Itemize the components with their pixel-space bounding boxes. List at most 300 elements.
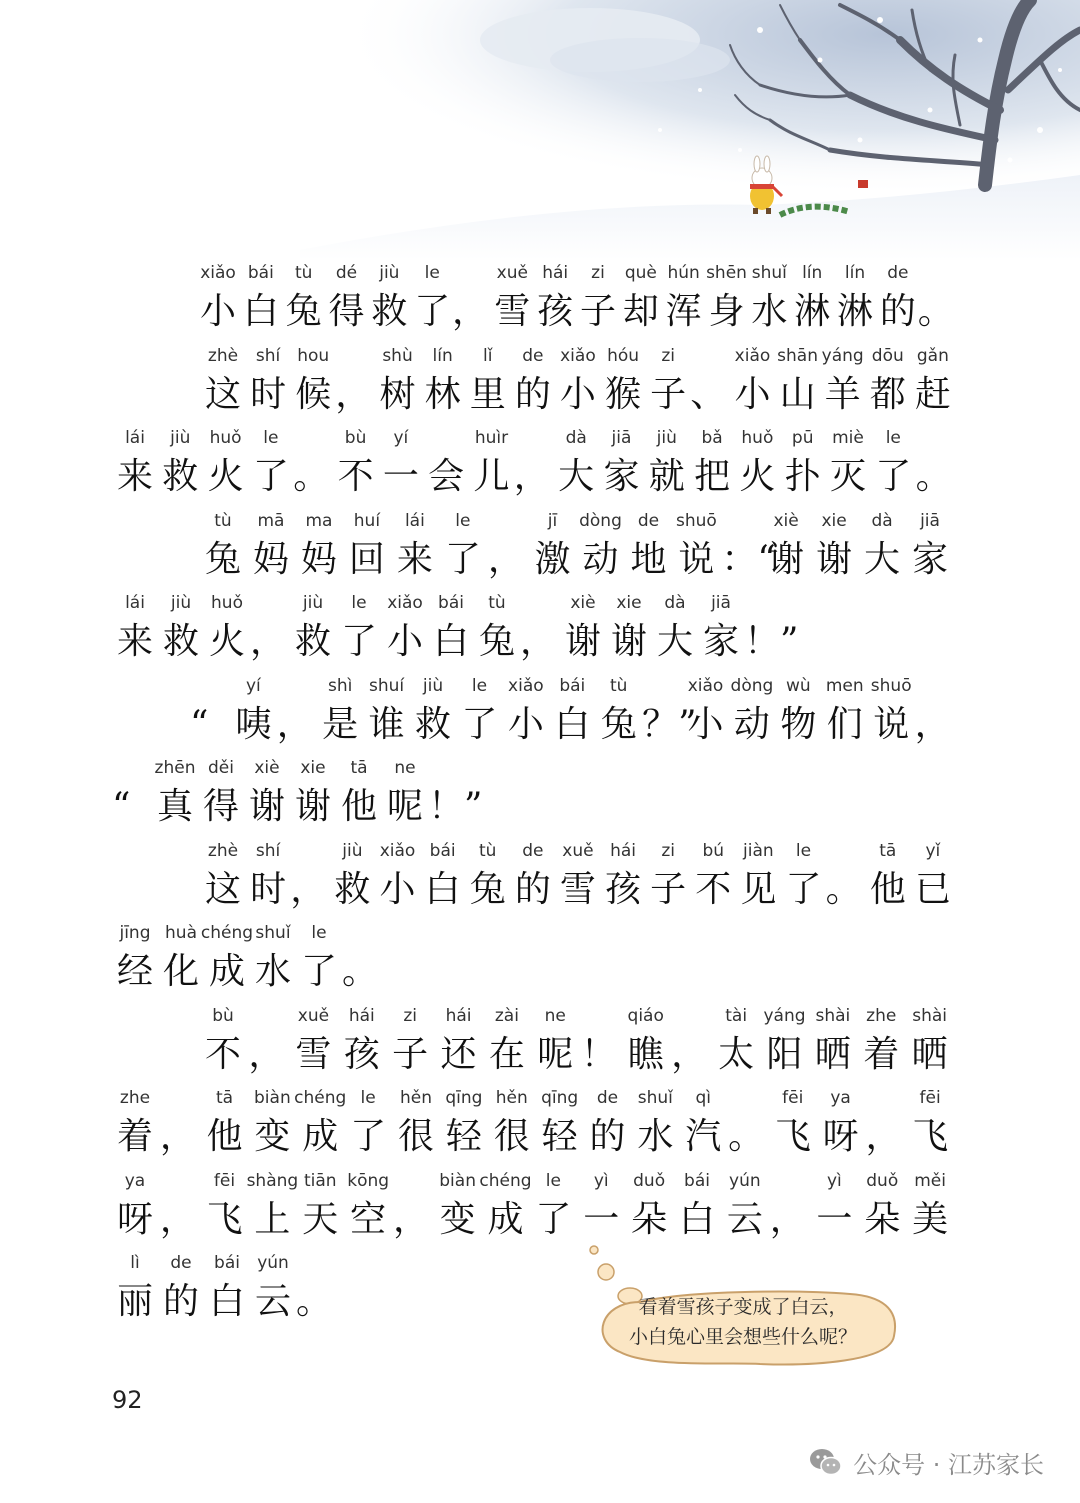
- hanzi: 见: [740, 869, 777, 910]
- hanzi-with-pinyin: [865, 838, 911, 918]
- pinyin: jiàn: [743, 841, 774, 861]
- pinyin: dà: [664, 593, 686, 613]
- hanzi: 成: [302, 1116, 339, 1157]
- hanzi: 把: [694, 456, 731, 497]
- hanzi: 。: [342, 951, 379, 992]
- hanzi-with-pinyin: [469, 425, 515, 505]
- pinyin: huǒ: [741, 428, 774, 448]
- hanzi: ，: [865, 1116, 902, 1157]
- punctuation: [581, 1003, 621, 1083]
- punctuation: [452, 260, 492, 340]
- hanzi: ，: [250, 621, 287, 662]
- hanzi: 了: [875, 456, 912, 497]
- hanzi: 很: [493, 1116, 530, 1157]
- pinyin: xiè: [254, 758, 280, 778]
- pinyin: bái: [247, 263, 274, 283]
- punctuation: [393, 1168, 433, 1248]
- pinyin: shù: [382, 346, 413, 366]
- pinyin: hái: [610, 841, 636, 861]
- pinyin: jiù: [342, 841, 363, 861]
- hanzi: 呢: [386, 786, 423, 827]
- punctuation: [520, 590, 560, 670]
- pinyin: hún: [667, 263, 700, 283]
- pinyin: dé: [335, 263, 358, 283]
- pinyin: yún: [729, 1171, 761, 1191]
- hanzi-with-pinyin: [907, 1168, 953, 1248]
- hanzi-with-pinyin: [510, 343, 556, 423]
- pinyin: yáng: [821, 346, 864, 366]
- text-line: [0, 590, 1080, 670]
- pinyin: xiǎo: [560, 346, 596, 366]
- hanzi-with-pinyin: [435, 1168, 481, 1248]
- hanzi-with-pinyin: [250, 920, 296, 1000]
- hanzi: 儿: [473, 456, 510, 497]
- text-line: [0, 755, 1080, 835]
- punctuation: [160, 1085, 200, 1165]
- hanzi: 他: [869, 869, 906, 910]
- pinyin: le: [885, 428, 901, 448]
- pinyin: xiǎo: [200, 263, 236, 283]
- hanzi: 救: [371, 291, 408, 332]
- hanzi-with-pinyin: [623, 1003, 669, 1083]
- hanzi: 妈: [252, 539, 289, 580]
- pinyin: xiǎo: [508, 676, 544, 696]
- hanzi: 兔: [285, 291, 322, 332]
- hanzi: 云: [726, 1199, 763, 1240]
- hanzi: 云: [254, 1281, 291, 1322]
- hanzi: ，: [335, 374, 372, 415]
- pinyin: tù: [294, 263, 313, 283]
- hanzi: 不: [695, 869, 732, 910]
- hanzi: 咦: [235, 704, 272, 745]
- pinyin: le: [351, 593, 367, 613]
- hanzi-with-pinyin: [734, 425, 780, 505]
- hanzi: 谢: [248, 786, 285, 827]
- hanzi-with-pinyin: [865, 343, 911, 423]
- punctuation: [690, 343, 730, 423]
- pinyin: dòng: [730, 676, 774, 696]
- hanzi: 一: [583, 1199, 620, 1240]
- pinyin: xie: [300, 758, 326, 778]
- hanzi-with-pinyin: [875, 260, 921, 340]
- hanzi: 说: [678, 539, 715, 580]
- pinyin: lín: [802, 263, 823, 283]
- hanzi: ，: [513, 456, 550, 497]
- pinyin: chéng: [479, 1171, 532, 1191]
- hanzi: 。: [825, 869, 862, 910]
- pinyin: ma: [305, 511, 333, 531]
- hanzi: 不: [204, 1034, 241, 1075]
- pinyin: xuě: [297, 1006, 330, 1026]
- hanzi-with-pinyin: [858, 1003, 904, 1083]
- pinyin: zhè: [207, 346, 239, 366]
- hanzi: 美: [912, 1199, 949, 1240]
- hanzi-with-pinyin: [489, 1085, 535, 1165]
- hanzi: 轻: [541, 1116, 578, 1157]
- hanzi: ，: [914, 704, 951, 745]
- pinyin: zhè: [207, 841, 239, 861]
- punctuation: [342, 920, 382, 1000]
- hanzi: 他: [206, 1116, 243, 1157]
- hanzi-with-pinyin: [484, 1003, 530, 1083]
- punctuation: [916, 425, 956, 505]
- hanzi-with-pinyin: [770, 1085, 816, 1165]
- hanzi: 晒: [911, 1034, 948, 1075]
- hanzi-with-pinyin: [626, 1168, 672, 1248]
- hanzi-with-pinyin: [575, 260, 621, 340]
- hanzi-with-pinyin: [578, 1168, 624, 1248]
- hanzi-with-pinyin: [230, 673, 276, 753]
- pinyin: huà: [165, 923, 197, 943]
- hanzi: 是: [322, 704, 359, 745]
- hanzi-with-pinyin: [420, 838, 466, 918]
- hanzi: 、: [690, 374, 727, 415]
- pinyin: ne: [394, 758, 416, 778]
- hanzi-with-pinyin: [336, 590, 382, 670]
- hanzi: 天: [302, 1199, 339, 1240]
- hanzi: 救: [162, 456, 199, 497]
- hanzi: 火: [208, 621, 245, 662]
- hanzi: 候: [295, 374, 332, 415]
- hanzi: 很: [397, 1116, 434, 1157]
- hanzi-with-pinyin: [250, 1250, 296, 1330]
- hanzi: 白: [678, 1199, 715, 1240]
- hanzi-with-pinyin: [375, 838, 421, 918]
- hanzi: 。: [917, 291, 954, 332]
- pinyin: zhēn: [154, 758, 196, 778]
- pinyin: tā: [215, 1088, 234, 1108]
- hanzi-with-pinyin: [775, 343, 821, 423]
- pinyin: jiù: [170, 428, 191, 448]
- hanzi: 猴: [605, 374, 642, 415]
- pinyin: jiù: [379, 263, 400, 283]
- punctuation: [642, 673, 697, 753]
- hanzi: ，: [769, 1199, 806, 1240]
- hanzi: 物: [780, 704, 817, 745]
- pinyin: tā: [350, 758, 368, 778]
- hanzi: 们: [826, 704, 863, 745]
- hanzi: 空: [350, 1199, 387, 1240]
- pinyin: tù: [488, 593, 506, 613]
- hanzi-with-pinyin: [152, 755, 198, 835]
- pinyin: huìr: [474, 428, 509, 448]
- hanzi-with-pinyin: [632, 1085, 678, 1165]
- pinyin: xie: [821, 511, 847, 531]
- watermark: [809, 1442, 1044, 1482]
- hanzi: 得: [202, 786, 239, 827]
- pinyin: yí: [393, 428, 409, 448]
- punctuation: [296, 1250, 336, 1330]
- pinyin: miè: [832, 428, 864, 448]
- pinyin: tù: [214, 511, 232, 531]
- hanzi: 山: [779, 374, 816, 415]
- hanzi: 飞: [206, 1199, 243, 1240]
- hanzi: ！”: [744, 621, 799, 662]
- pinyin: le: [311, 923, 327, 943]
- pinyin: yǐ: [925, 841, 941, 861]
- punctuation: [744, 590, 799, 670]
- hanzi-with-pinyin: [336, 755, 382, 835]
- pinyin: xiǎo: [734, 346, 771, 366]
- hanzi-with-pinyin: [810, 1003, 856, 1083]
- hanzi-with-pinyin: [409, 260, 455, 340]
- hanzi-with-pinyin: [479, 1168, 532, 1248]
- hanzi: 谢: [768, 539, 805, 580]
- hanzi-with-pinyin: [625, 508, 671, 588]
- hanzi: 这: [204, 374, 241, 415]
- hanzi: 大: [864, 539, 901, 580]
- pinyin: le: [455, 511, 471, 531]
- pinyin: pū: [791, 428, 814, 448]
- hanzi: 上: [254, 1199, 291, 1240]
- pinyin: zhe: [119, 1088, 151, 1108]
- pinyin: le: [263, 428, 279, 448]
- pinyin: měi: [914, 1171, 946, 1191]
- pinyin: hái: [348, 1006, 375, 1026]
- hanzi: ，: [452, 291, 489, 332]
- hanzi-with-pinyin: [158, 1250, 204, 1330]
- hanzi: 。: [293, 456, 330, 497]
- hanzi: 太: [718, 1034, 755, 1075]
- hanzi: 动: [582, 539, 619, 580]
- hanzi-with-pinyin: [329, 838, 375, 918]
- bubble-question-line-2: 小白兔心里会想些什么呢？: [628, 1326, 857, 1348]
- hanzi: 时: [250, 869, 287, 910]
- text-line: [0, 508, 1080, 588]
- hanzi-with-pinyin: [317, 673, 363, 753]
- hanzi: 变: [439, 1199, 476, 1240]
- pinyin: de: [170, 1253, 192, 1273]
- hanzi-with-pinyin: [503, 673, 549, 753]
- pinyin: fēi: [782, 1088, 804, 1108]
- punctuation: [488, 508, 528, 588]
- pinyin: le: [545, 1171, 561, 1191]
- hanzi-with-pinyin: [297, 1168, 343, 1248]
- pinyin: jiù: [656, 428, 677, 448]
- hanzi: 子: [392, 1034, 429, 1075]
- hanzi-with-pinyin: [532, 1003, 578, 1083]
- pinyin: zi: [403, 1006, 417, 1026]
- pinyin: tù: [609, 676, 628, 696]
- hanzi: 兔: [600, 704, 637, 745]
- hanzi-with-pinyin: [281, 260, 327, 340]
- hanzi-with-pinyin: [489, 260, 535, 340]
- hanzi-with-pinyin: [200, 838, 246, 918]
- pinyin: lín: [432, 346, 453, 366]
- hanzi: 雪: [559, 869, 596, 910]
- hanzi-with-pinyin: [825, 425, 871, 505]
- hanzi: 阳: [766, 1034, 803, 1075]
- hanzi-with-pinyin: [689, 425, 735, 505]
- pinyin: hěn: [495, 1088, 528, 1108]
- hanzi: 了: [350, 1116, 387, 1157]
- hanzi: ！: [580, 1034, 617, 1075]
- hanzi-with-pinyin: [870, 425, 916, 505]
- punctuation: [290, 838, 330, 918]
- pinyin: tù: [479, 841, 497, 861]
- pinyin: bù: [212, 1006, 234, 1026]
- pinyin: shí: [255, 841, 281, 861]
- hanzi: ，: [520, 621, 557, 662]
- hanzi-with-pinyin: [780, 425, 826, 505]
- hanzi-with-pinyin: [249, 1085, 295, 1165]
- cloud: [550, 38, 730, 82]
- snowy-scene-svg: [0, 0, 1080, 260]
- hanzi: 一: [816, 1199, 853, 1240]
- pinyin: bái: [429, 841, 456, 861]
- hanzi: 雪: [295, 1034, 332, 1075]
- pinyin: shēn: [706, 263, 747, 283]
- hanzi: 救: [162, 621, 199, 662]
- hanzi-with-pinyin: [245, 838, 291, 918]
- hanzi-with-pinyin: [859, 508, 905, 588]
- pinyin: yáng: [763, 1006, 806, 1026]
- hanzi: 白: [432, 621, 469, 662]
- hanzi-with-pinyin: [763, 508, 809, 588]
- hanzi: 妈: [300, 539, 337, 580]
- hanzi: 了: [414, 291, 451, 332]
- pinyin: dōu: [871, 346, 904, 366]
- hanzi: 淋: [794, 291, 831, 332]
- hanzi-with-pinyin: [112, 425, 158, 505]
- hanzi-with-pinyin: [600, 343, 646, 423]
- pinyin: men: [825, 676, 864, 696]
- hanzi: 家: [603, 456, 640, 497]
- hanzi: 飞: [774, 1116, 811, 1157]
- hanzi: 淋: [837, 291, 874, 332]
- pinyin: shài: [815, 1006, 851, 1026]
- pinyin: de: [596, 1088, 619, 1108]
- pinyin: bù: [344, 428, 367, 448]
- hanzi-with-pinyin: [762, 1003, 808, 1083]
- story-illustration: [0, 0, 1080, 260]
- hanzi: 的: [514, 869, 551, 910]
- hanzi: 兔: [204, 539, 241, 580]
- hanzi-with-pinyin: [364, 673, 410, 753]
- hanzi-with-pinyin: [537, 1085, 583, 1165]
- hanzi-with-pinyin: [600, 838, 646, 918]
- hanzi: ：“: [721, 539, 776, 580]
- hanzi: 子: [650, 869, 687, 910]
- pinyin: lái: [125, 593, 145, 613]
- hanzi-with-pinyin: [344, 508, 390, 588]
- hanzi-with-pinyin: [202, 1085, 248, 1165]
- pinyin: zhe: [866, 1006, 897, 1026]
- hanzi: 救: [334, 869, 371, 910]
- hanzi-with-pinyin: [465, 343, 511, 423]
- hanzi-with-pinyin: [375, 343, 421, 423]
- hanzi-with-pinyin: [392, 508, 438, 588]
- hanzi-with-pinyin: [290, 343, 336, 423]
- hanzi: 成: [487, 1199, 524, 1240]
- pinyin: huǒ: [209, 428, 242, 448]
- pinyin: le: [471, 676, 488, 696]
- punctuation: [728, 1085, 768, 1165]
- pinyin: lái: [404, 511, 425, 531]
- hanzi-with-pinyin: [560, 590, 606, 670]
- hanzi: 谢: [610, 621, 647, 662]
- page-number: 92: [112, 1386, 143, 1414]
- pinyin: gǎn: [916, 346, 949, 366]
- hanzi: “: [112, 786, 131, 827]
- hanzi: 羊: [824, 374, 861, 415]
- pinyin: chéng: [294, 1088, 347, 1108]
- punctuation: [335, 343, 375, 423]
- pinyin: xiè: [773, 511, 799, 531]
- pinyin: jī: [547, 511, 558, 531]
- hanzi-with-pinyin: [200, 1003, 246, 1083]
- hanzi: 扑: [784, 456, 821, 497]
- pinyin: jiù: [302, 593, 324, 613]
- text-line: [0, 425, 1080, 505]
- pinyin: hou: [297, 346, 330, 366]
- hanzi: 说: [873, 704, 910, 745]
- hanzi-with-pinyin: [673, 508, 719, 588]
- pinyin: bái: [684, 1171, 710, 1191]
- hanzi: 水: [637, 1116, 674, 1157]
- pinyin: qīng: [541, 1088, 579, 1108]
- pinyin: dà: [565, 428, 587, 448]
- hanzi-with-pinyin: [465, 838, 511, 918]
- hanzi-with-pinyin: [441, 1085, 487, 1165]
- hanzi-with-pinyin: [596, 673, 642, 753]
- pinyin: shuǐ: [255, 923, 291, 943]
- thought-bubble: [580, 1240, 910, 1370]
- hanzi-with-pinyin: [112, 920, 158, 1000]
- hanzi-with-pinyin: [324, 260, 370, 340]
- hanzi-with-pinyin: [436, 1003, 482, 1083]
- hanzi: 了: [340, 621, 377, 662]
- pinyin: bái: [214, 1253, 240, 1273]
- pinyin: jīng: [119, 923, 151, 943]
- pinyin: xiǎo: [387, 593, 423, 613]
- hanzi-with-pinyin: [290, 1003, 336, 1083]
- small-red-object: [858, 180, 868, 188]
- hanzi-with-pinyin: [680, 1085, 726, 1165]
- hanzi-with-pinyin: [200, 508, 246, 588]
- hanzi-with-pinyin: [652, 590, 698, 670]
- hanzi-with-pinyin: [296, 508, 342, 588]
- hanzi-with-pinyin: [195, 260, 241, 340]
- hanzi-with-pinyin: [729, 343, 775, 423]
- hanzi: 动: [733, 704, 770, 745]
- hanzi: ，: [393, 1199, 430, 1240]
- hanzi: 却: [622, 291, 659, 332]
- hanzi: 变: [254, 1116, 291, 1157]
- hanzi-with-pinyin: [818, 1085, 864, 1165]
- text-line: [0, 1085, 1080, 1165]
- hanzi-with-pinyin: [345, 1085, 391, 1165]
- bubble-question-line-1: 看着雪孩子变成了白云，: [638, 1296, 848, 1318]
- text-line: [0, 260, 1080, 340]
- pinyin: lì: [130, 1253, 140, 1273]
- hanzi: 雪: [494, 291, 531, 332]
- pinyin: lái: [125, 428, 145, 448]
- pinyin: xiǎo: [379, 841, 416, 861]
- pinyin: lǐ: [483, 346, 493, 366]
- hanzi: 他: [340, 786, 377, 827]
- hanzi: 谢: [564, 621, 601, 662]
- hanzi: 的: [514, 374, 551, 415]
- pinyin: hái: [542, 263, 569, 283]
- pinyin: kōng: [347, 1171, 390, 1191]
- hanzi: 孩: [605, 869, 642, 910]
- pinyin: wù: [786, 676, 811, 696]
- hanzi: 呀: [116, 1199, 153, 1240]
- pinyin: le: [795, 841, 812, 861]
- pinyin: xiè: [570, 593, 596, 613]
- hanzi-with-pinyin: [456, 673, 502, 753]
